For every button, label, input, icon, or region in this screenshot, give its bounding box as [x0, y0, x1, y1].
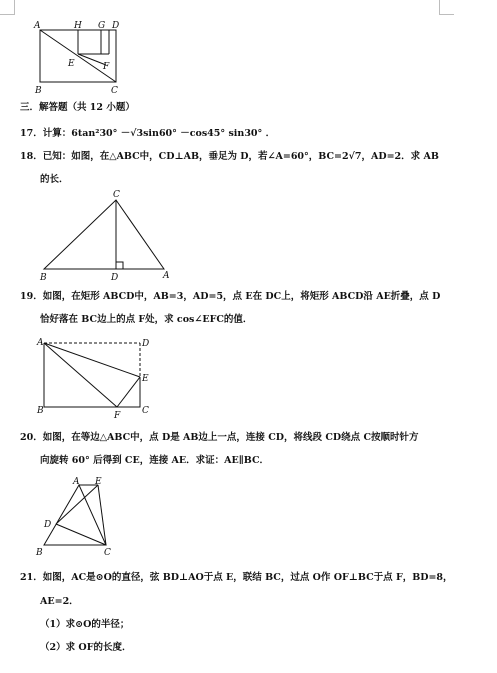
- label-G: G: [98, 21, 106, 31]
- section-heading: 三．解答题（共 12 小题）: [20, 102, 135, 113]
- page-corner-mark-left: [0, 0, 15, 15]
- label-E: E: [142, 374, 149, 384]
- label-E: E: [95, 477, 102, 487]
- question-19-line2: 恰好落在 BC边上的点 F处，求 cos∠EFC的值．: [40, 314, 253, 325]
- label-B: B: [35, 86, 42, 96]
- question-21-part1: （1）求⊙O的半径；: [40, 619, 130, 630]
- label-C: C: [113, 190, 120, 200]
- page-corner-mark-right: [439, 0, 454, 15]
- figure-equilateral-rotation: [34, 475, 134, 560]
- figure-triangle-abc: [36, 190, 176, 283]
- label-C: C: [111, 86, 118, 96]
- label-H: H: [74, 21, 82, 31]
- question-20-line2: 向旋转 60° 后得到 CE，连接 AE．求证：AE∥BC．: [40, 455, 270, 466]
- label-B: B: [37, 406, 44, 416]
- question-18-line1: 18．已知：如图，在△ABC中，CD⊥AB，垂足为 D，若∠A=60°，BC=2√7，AD=2．求 AB: [20, 151, 439, 162]
- label-A: A: [37, 338, 44, 348]
- label-A: A: [163, 271, 170, 281]
- question-17: 17．计算：6tan²30° －√3sin60° －cos45° sin30° ．: [20, 128, 276, 139]
- label-D: D: [112, 21, 120, 31]
- label-C: C: [104, 548, 111, 558]
- question-19-line1: 19．如图，在矩形 ABCD中，AB=3，AD=5，点 E在 DC上，将矩形 ABCD沿 AE折叠，点 D: [20, 291, 441, 302]
- label-D: D: [111, 273, 119, 283]
- figure-rectangle-fold: [34, 335, 164, 420]
- question-20-line1: 20．如图，在等边△ABC中，点 D是 AB边上一点，连接 CD，将线段 CD绕点 C按顺时针方: [20, 432, 419, 443]
- label-F: F: [114, 411, 121, 421]
- label-B: B: [40, 273, 47, 283]
- label-A: A: [34, 21, 41, 31]
- label-A: A: [73, 477, 80, 487]
- question-18-line2: 的长．: [40, 174, 69, 185]
- label-F: F: [103, 62, 110, 72]
- question-21-line1: 21．如图，AC是⊙O的直径，弦 BD⊥AO于点 E，联结 BC，过点 O作 OF⊥BC于点 F，BD=8，: [20, 572, 453, 583]
- label-C: C: [142, 406, 149, 416]
- label-E: E: [68, 59, 75, 69]
- label-D: D: [44, 520, 52, 530]
- label-D: D: [142, 339, 150, 349]
- figure-top-rectangle: [30, 18, 140, 98]
- question-21-line2: AE=2．: [40, 596, 79, 607]
- label-B: B: [36, 548, 43, 558]
- question-21-part2: （2）求 OF的长度．: [40, 642, 132, 653]
